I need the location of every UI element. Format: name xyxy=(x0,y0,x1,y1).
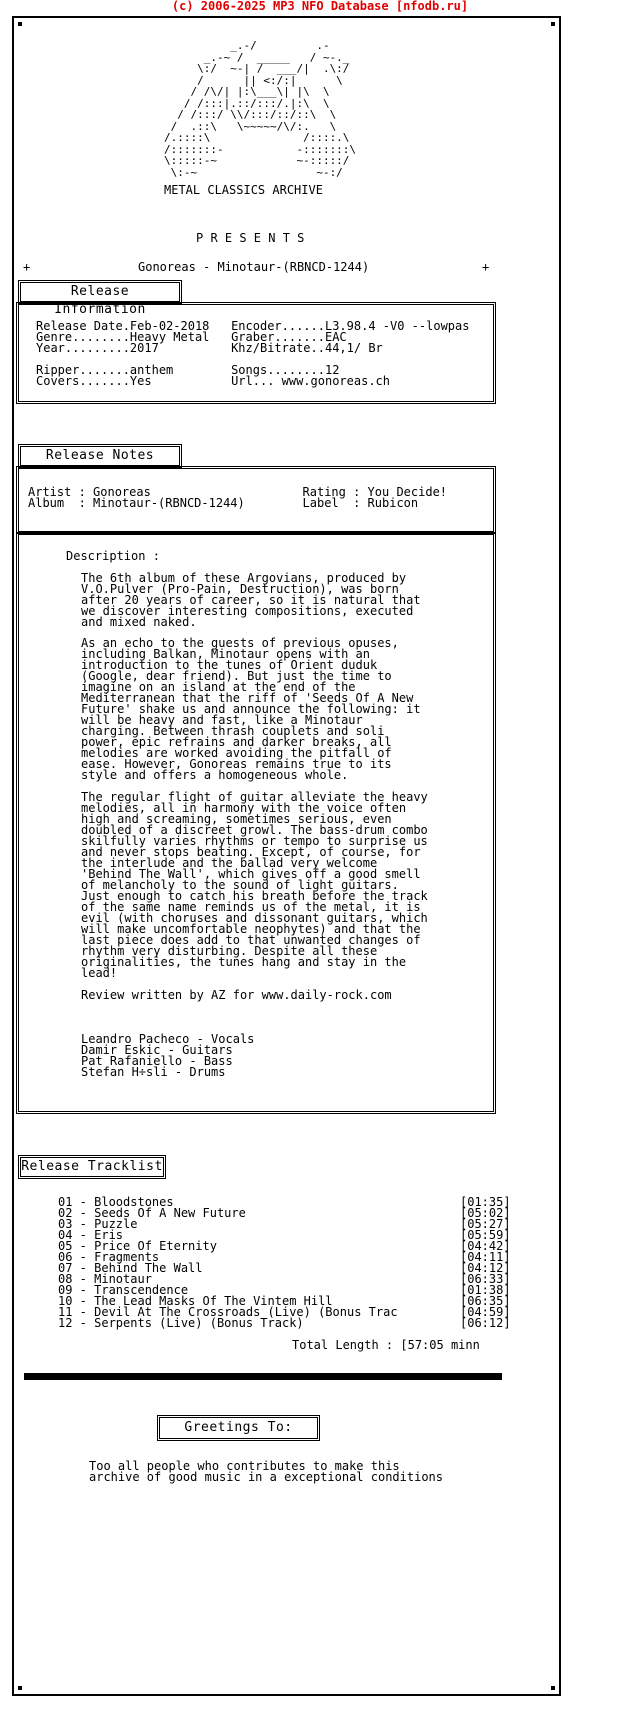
nfo-frame xyxy=(12,16,561,1696)
description-paragraph: The 6th album of these Argovians, produced by V.O.Pulver (Pro-Pain, Destruction), was born after 20 years of career, so it is natural that we discover interesting compositions, executed and mixed naked. xyxy=(81,571,421,629)
plus-marker: + xyxy=(23,260,31,274)
corner-dot xyxy=(551,22,555,26)
review-credit: Review written by AZ for www.daily-rock.com xyxy=(81,988,392,1002)
track-name: 08 - Minotaur xyxy=(58,1272,152,1286)
release-notes-meta-row: Album : Minotaur-(RBNCD-1244) Label : Rubicon xyxy=(28,496,419,510)
track-name: 09 - Transcendence xyxy=(58,1283,189,1297)
greetings-text: Too all people who contributes to make this archive of good music in a exceptional conditions xyxy=(89,1459,444,1484)
track-name: 10 - The Lead Masks Of The Vintem Hill xyxy=(58,1294,333,1308)
release-info-row: Release Date.Feb-02-2018 Encoder......L3.98.4 -V0 --lowpas xyxy=(36,319,470,333)
track-name: 11 - Devil At The Crossroads (Live) (Bonus Trac xyxy=(58,1305,398,1319)
divider-rule xyxy=(24,1373,502,1380)
track-name: 12 - Serpents (Live) (Bonus Track) xyxy=(58,1316,304,1330)
track-time: [01:35] xyxy=(460,1195,511,1209)
track-name: 05 - Price Of Eternity xyxy=(58,1239,217,1253)
release-info-row: Ripper.......anthem Songs........12 xyxy=(36,363,340,377)
release-info-row: Genre........Heavy Metal Graber.......EAC xyxy=(36,330,347,344)
tracklist-title: Release Tracklist xyxy=(18,1155,166,1179)
track-name: 01 - Bloodstones xyxy=(58,1195,174,1209)
track-time: [06:12] xyxy=(460,1316,511,1330)
presents-text: P R E S E N T S xyxy=(196,231,305,245)
track-time: [04:12] xyxy=(460,1261,511,1275)
logo-caption: METAL CLASSICS ARCHIVE xyxy=(164,183,323,197)
release-title: Gonoreas - Minotaur-(RBNCD-1244) xyxy=(138,260,370,274)
tracklist xyxy=(14,1196,559,1356)
release-info-row: Covers.......Yes Url... www.gonoreas.ch xyxy=(36,374,391,388)
release-info-title: Release Information xyxy=(18,280,182,304)
track-time: [04:42] xyxy=(460,1239,511,1253)
track-name: 07 - Behind The Wall xyxy=(58,1261,203,1275)
greetings-title: Greetings To: xyxy=(157,1415,320,1441)
corner-dot xyxy=(18,1686,22,1690)
total-length: Total Length : [57:05 minn xyxy=(292,1338,480,1352)
track-time: [04:59] xyxy=(460,1305,511,1319)
track-time: [06:33] xyxy=(460,1272,511,1286)
release-notes-meta-row: Artist : Gonoreas Rating : You Decide! xyxy=(28,485,448,499)
track-row xyxy=(58,1317,528,1329)
track-time: [05:02] xyxy=(460,1206,511,1220)
description-paragraph: The regular flight of guitar alleviate the heavy melodies, all in harmony with the voice often high and screaming, sometimes serious, even doubled of a discreet growl. The bass-drum combo skilfully varies rhythms or tempo to surprise us and never stops beating. Except, of course, for the interlude and the ballad very welcome 'Behind The Wall', which gives off a good smell of melancholy to the sound of light guitars. Just enough to catch his breath before the track of the same name reminds us of the metal, it is evil (with choruses and dissonant guitars, which will make uncomfortable neophytes) and that the last piece does add to that unwanted changes of rhythm very disturbing. Despite all these originalities, the tunes hang and stay in the lead! xyxy=(81,790,428,980)
track-time: [05:59] xyxy=(460,1228,511,1242)
track-time: [04:11] xyxy=(460,1250,511,1264)
release-notes-title: Release Notes xyxy=(18,444,182,468)
release-info-row: Year.........2017 Khz/Bitrate..44,1/ Br xyxy=(36,341,383,355)
corner-dot xyxy=(18,22,22,26)
description-paragraph: As an echo to the guests of previous opuses, including Balkan, Minotaur opens with an introduction to the tunes of Orient duduk (Google, dear friend). But just the time to imagine on an island at the end of the Mediterranean that the riff of 'Seeds Of A New Future' shake us and announce the following: it will be heavy and fast, like a Minotaur charging. Between thrash couplets and soli power, epic refrains and darker breaks, all melodies are worked avoiding the pitfall of ease. However, Gonoreas remains true to its style and offers a homogeneous whole. xyxy=(81,636,421,782)
track-name: 04 - Eris xyxy=(58,1228,124,1242)
track-name: 03 - Puzzle xyxy=(58,1217,138,1231)
track-name: 06 - Fragments xyxy=(58,1250,160,1264)
plus-marker: + xyxy=(482,260,490,274)
track-time: [05:27] xyxy=(460,1217,511,1231)
site-header: (c) 2006-2025 MP3 NFO Database [nfodb.ru] xyxy=(171,0,469,13)
ascii-logo: _.-/ .- _.-~ / _____ / ~-._ \:/ ~-| / ___/| .\:/ / || <:/:| \ / /\/| |:\___\| |\ \ / /:::|.::/:::/.|:\ \ / /:::/ \\/:::/::/::\ \ / .::\ \~~~~~/\/:. \ /.::::\ /::::.\ /:::::::- -:::::::\ \:::::-~ ~-:::::/ \:-~ ~-:/ xyxy=(164,39,357,179)
description-label: Description : xyxy=(66,549,160,563)
corner-dot xyxy=(551,1686,555,1690)
track-time: [06:35] xyxy=(460,1294,511,1308)
track-name: 02 - Seeds Of A New Future xyxy=(58,1206,246,1220)
band-lineup: Leandro Pacheco - Vocals Damir Eskic - Guitars Pat Rafaniello - Bass Stefan H÷sli - Drums xyxy=(81,1032,255,1079)
track-time: [01:38] xyxy=(460,1283,511,1297)
